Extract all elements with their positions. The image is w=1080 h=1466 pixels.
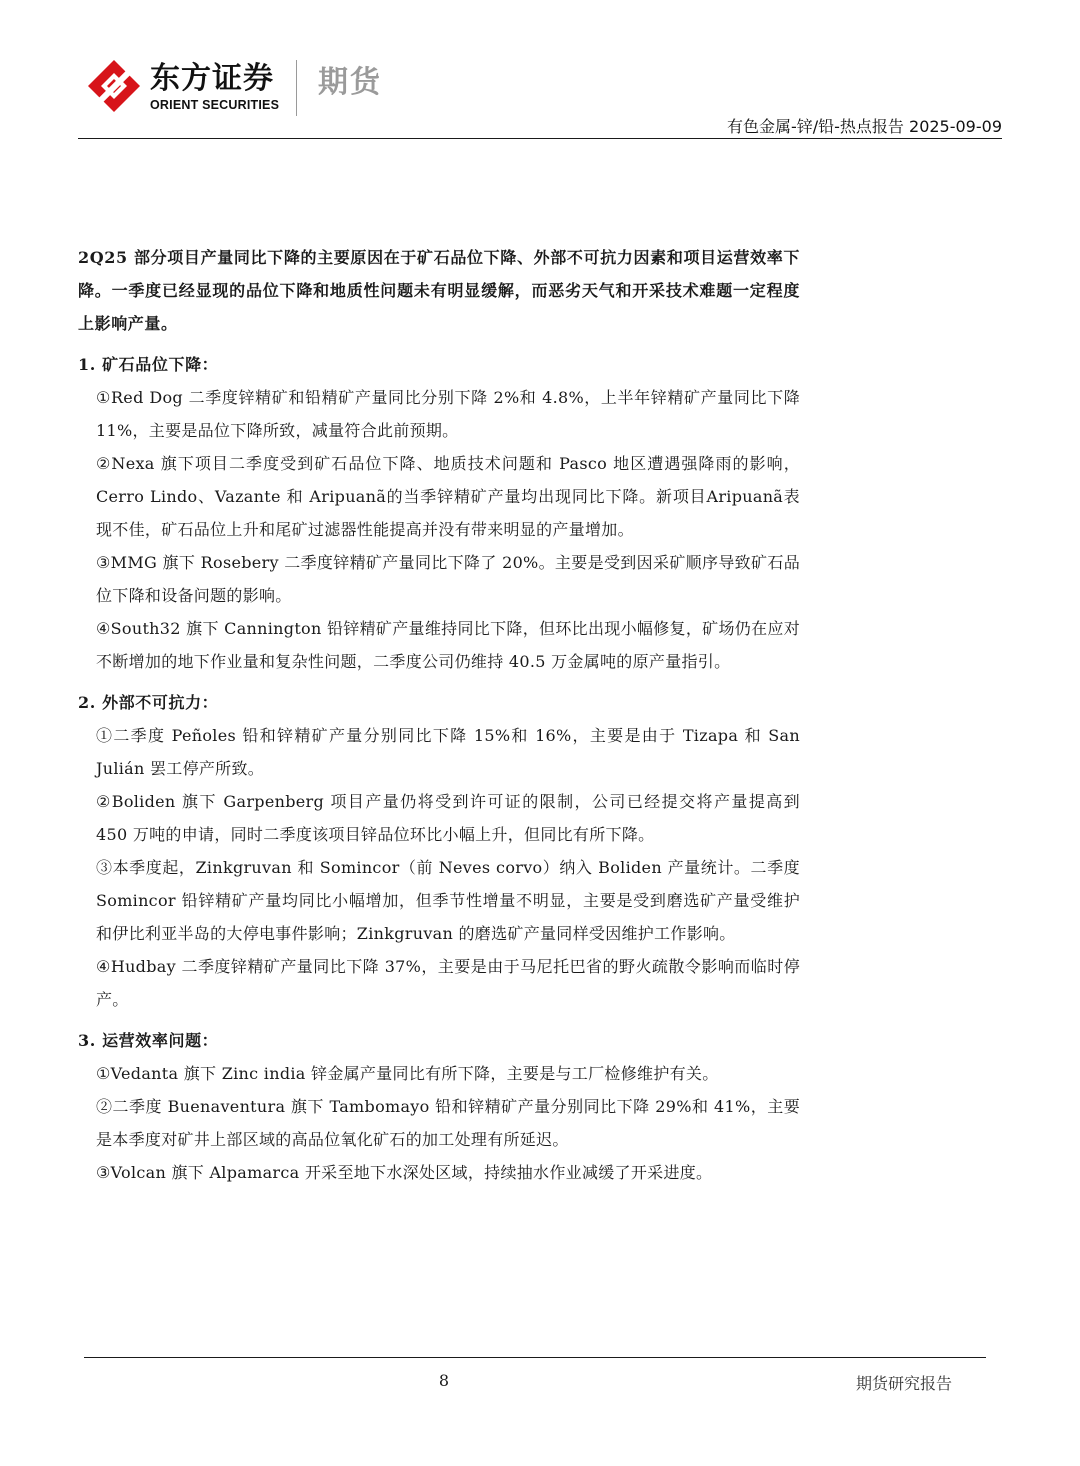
list-item: ③本季度起，Zinkgruvan 和 Somincor（前 Neves corvo）纳入 Boliden 产量统计。二季度 Somincor 铅锌精矿产量均同比小幅增加，但季节性增量不明显，主要是受到磨选矿产量受维护和伊比利亚半岛的大停电事件影响；Zinkgruvan 的磨选矿产量同样受因维护工作影响。 (96, 858, 800, 943)
header-rule (78, 138, 1002, 139)
section-title: 2. 外部不可抗力： (78, 693, 219, 712)
list-item: ②Boliden 旗下 Garpenberg 项目产量仍将受到许可证的限制，公司已经提交将产量提高到 450 万吨的申请，同时二季度该项目锌品位环比小幅上升，但同比有所下降。 (96, 792, 800, 844)
footer-label: 期货研究报告 (855, 1374, 952, 1393)
list-item: ①Vedanta 旗下 Zinc india 锌金属产量同比有所下降，主要是与工厂检修维护有关。 (96, 1064, 719, 1083)
list-item: ④Hudbay 二季度锌精矿产量同比下降 37%，主要是由于马尼托巴省的野火疏散令影响而临时停产。 (96, 957, 800, 1009)
section-operational-efficiency (78, 1024, 800, 1189)
list-item: ②二季度 Buenaventura 旗下 Tambomayo 铅和锌精矿产量分别同比下降 29%和 41%，主要是本季度对矿井上部区域的高品位氧化矿石的加工处理有所延迟。 (96, 1097, 800, 1149)
list-item: ①二季度 Peñoles 铅和锌精矿产量分别同比下降 15%和 16%，主要是由于 Tizapa 和 San Julián 罢工停产所致。 (96, 726, 800, 778)
brand-name-en: ORIENT SECURITIES (150, 98, 280, 112)
report-body (78, 241, 800, 1189)
list-item: ③MMG 旗下 Rosebery 二季度锌精矿产量同比下降了 20%。主要是受到因采矿顺序导致矿石品位下降和设备问题的影响。 (96, 553, 800, 605)
section-title: 1. 矿石品位下降： (78, 355, 219, 374)
header-divider (296, 60, 297, 116)
footer-rule (84, 1357, 986, 1358)
brand-subtitle: 期货 (318, 65, 382, 100)
section-title: 3. 运营效率问题： (78, 1031, 219, 1050)
list-item: ①Red Dog 二季度锌精矿和铅精矿产量同比分别下降 2%和 4.8%，上半年锌精矿产量同比下降 11%，主要是品位下降所致，减量符合此前预期。 (96, 388, 800, 440)
list-item: ③Volcan 旗下 Alpamarca 开采至地下水深处区域，持续抽水作业减缓了开采进度。 (96, 1163, 713, 1182)
intro-paragraph: 2Q25 部分项目产量同比下降的主要原因在于矿石品位下降、外部不可抗力因素和项目运营效率下降。一季度已经显现的品位下降和地质性问题未有明显缓解，而恶劣天气和开采技术难题一定程度上影响产量。 (78, 248, 800, 333)
report-meta: 有色金属-锌/铅-热点报告 2025-09-09 (726, 117, 1002, 136)
list-item: ④South32 旗下 Cannington 铅锌精矿产量维持同比下降，但环比出现小幅修复，矿场仍在应对不断增加的地下作业量和复杂性问题，二季度公司仍维持 40.5 万金属吨的原产量指引。 (96, 619, 800, 671)
page-number: 8 (438, 1371, 450, 1390)
section-force-majeure (78, 686, 800, 1016)
section-ore-grade (78, 348, 800, 678)
brand-block (150, 62, 279, 112)
list-item: ②Nexa 旗下项目二季度受到矿石品位下降、地质技术问题和 Pasco 地区遭遇强降雨的影响，Cerro Lindo、Vazante 和 Aripuanã的当季锌精矿产量均出现同比下降。新项目Aripuanã表现不佳，矿石品位上升和尾矿过滤器性能提高并没有带来明显的产量增加。 (96, 454, 800, 539)
orient-securities-logo (86, 58, 142, 116)
brand-name-cn: 东方证券 (150, 61, 274, 96)
